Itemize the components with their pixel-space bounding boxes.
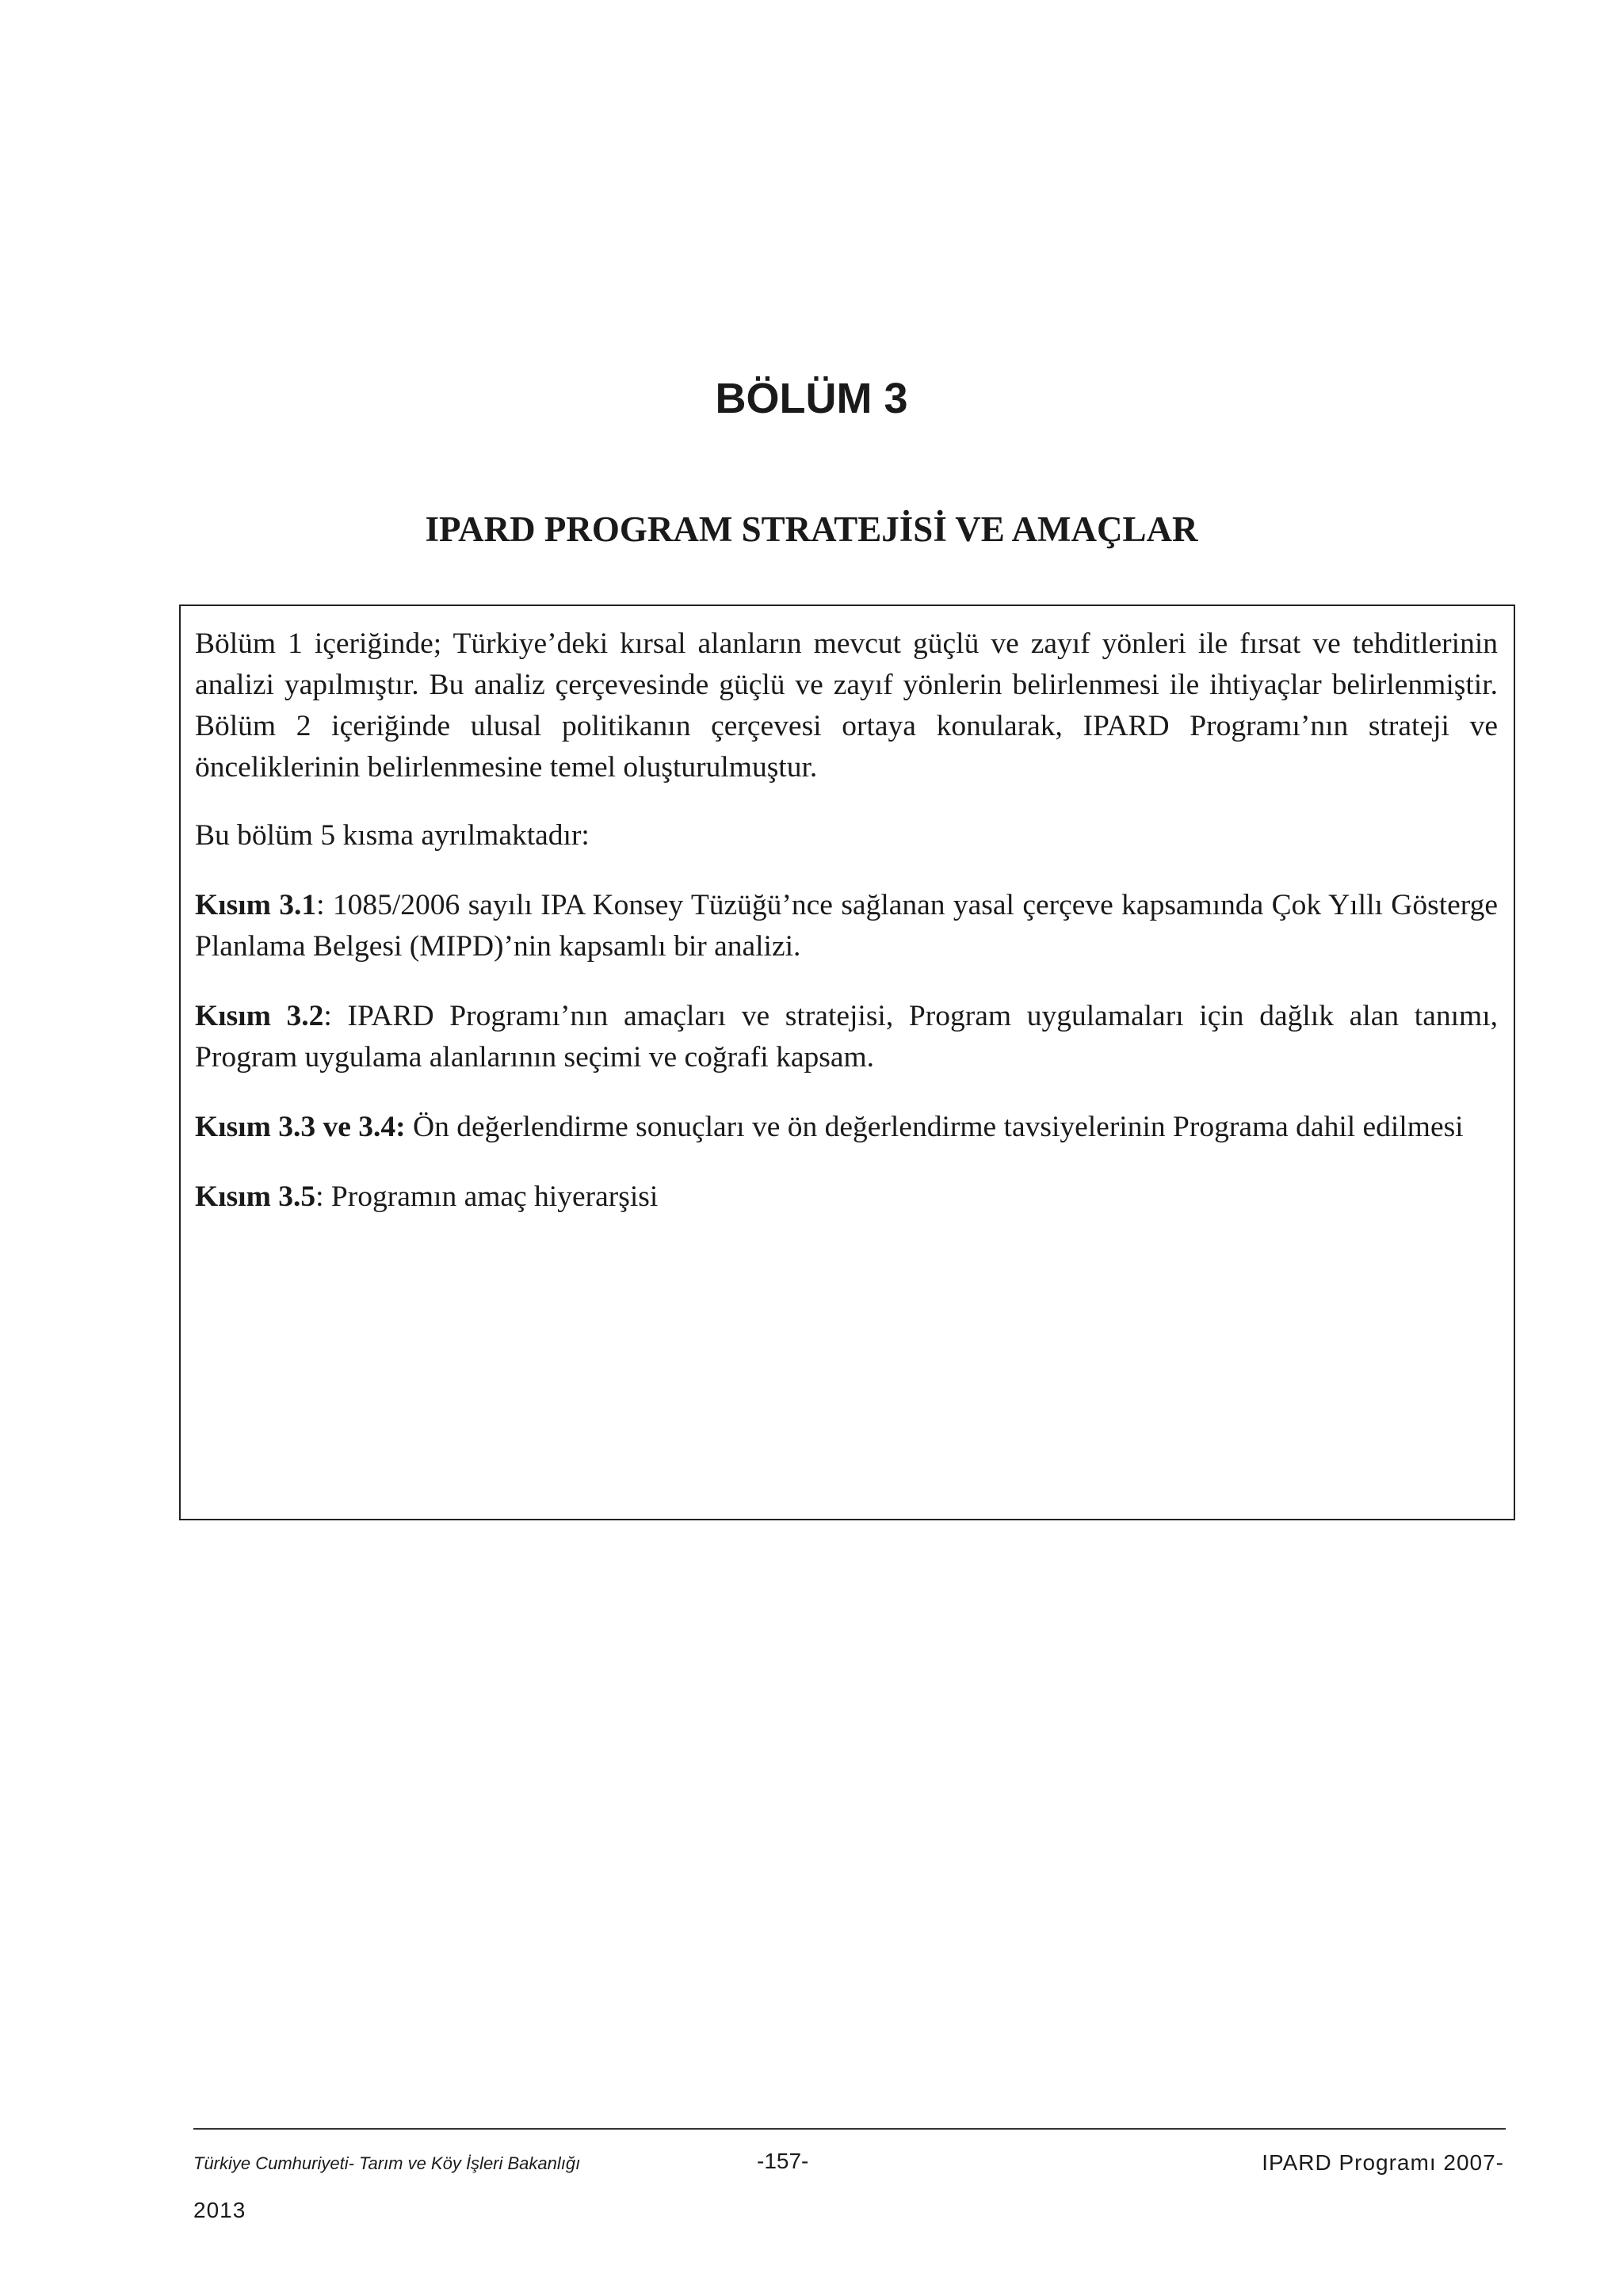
- part-description: : IPARD Programı’nın amaçları ve stratejisi, Program uygulamaları için dağlık alan tanımı, Program uygulama alanlarının seçimi ve coğrafi kapsam.: [195, 1000, 1498, 1074]
- part-label: Kısım 3.5: [195, 1180, 316, 1213]
- footer-year: 2013: [193, 2198, 246, 2222]
- footer-program: IPARD Programı 2007-: [1262, 2150, 1504, 2175]
- part-description: Ön değerlendirme sonuçları ve ön değerlendirme tavsiyelerinin Programa dahil edilmesi: [405, 1111, 1464, 1143]
- part-label: Kısım 3.2: [195, 1000, 324, 1032]
- footer-divider: [193, 2128, 1506, 2130]
- section-title: IPARD PROGRAM STRATEJİSİ VE AMAÇLAR: [425, 509, 1198, 549]
- part-description: : 1085/2006 sayılı IPA Konsey Tüzüğü’nce sağlanan yasal çerçeve kapsamında Çok Yıllı Gösterge Planlama Belgesi (MIPD)’nin kapsamlı bir analizi.: [195, 889, 1498, 963]
- summary-box: [179, 605, 1515, 1520]
- part-item-3-1: [195, 885, 1498, 967]
- chapter-title: BÖLÜM 3: [715, 375, 908, 422]
- intro-paragraph: Bölüm 1 içeriğinde; Türkiye’deki kırsal alanların mevcut güçlü ve zayıf yönleri ile fırsat ve tehditlerinin analizi yapılmıştır. Bu analiz çerçevesinde güçlü ve zayıf yönlerin belirlenmesi ile ihtiyaçlar belirlenmiştir. Bölüm 2 içeriğinde ulusal politikanın çerçevesi ortaya konularak, IPARD Programı’nın strateji ve önceliklerinin belirlenmesine temel oluşturulmuştur.: [195, 627, 1498, 784]
- part-item-3-5: [195, 1177, 1498, 1218]
- part-item-3-2: [195, 996, 1498, 1078]
- part-label: Kısım 3.3 ve 3.4:: [195, 1111, 406, 1143]
- part-label: Kısım 3.1: [195, 889, 317, 921]
- footer-ministry: Türkiye Cumhuriyeti- Tarım ve Köy İşleri Bakanlığı: [193, 2153, 581, 2173]
- part-description: : Programın amaç hiyerarşisi: [315, 1180, 659, 1213]
- parts-sentence: Bu bölüm 5 kısma ayrılmaktadır:: [195, 819, 590, 852]
- footer-page-number: -157-: [757, 2149, 809, 2173]
- part-item-3-3-3-4: [195, 1107, 1498, 1148]
